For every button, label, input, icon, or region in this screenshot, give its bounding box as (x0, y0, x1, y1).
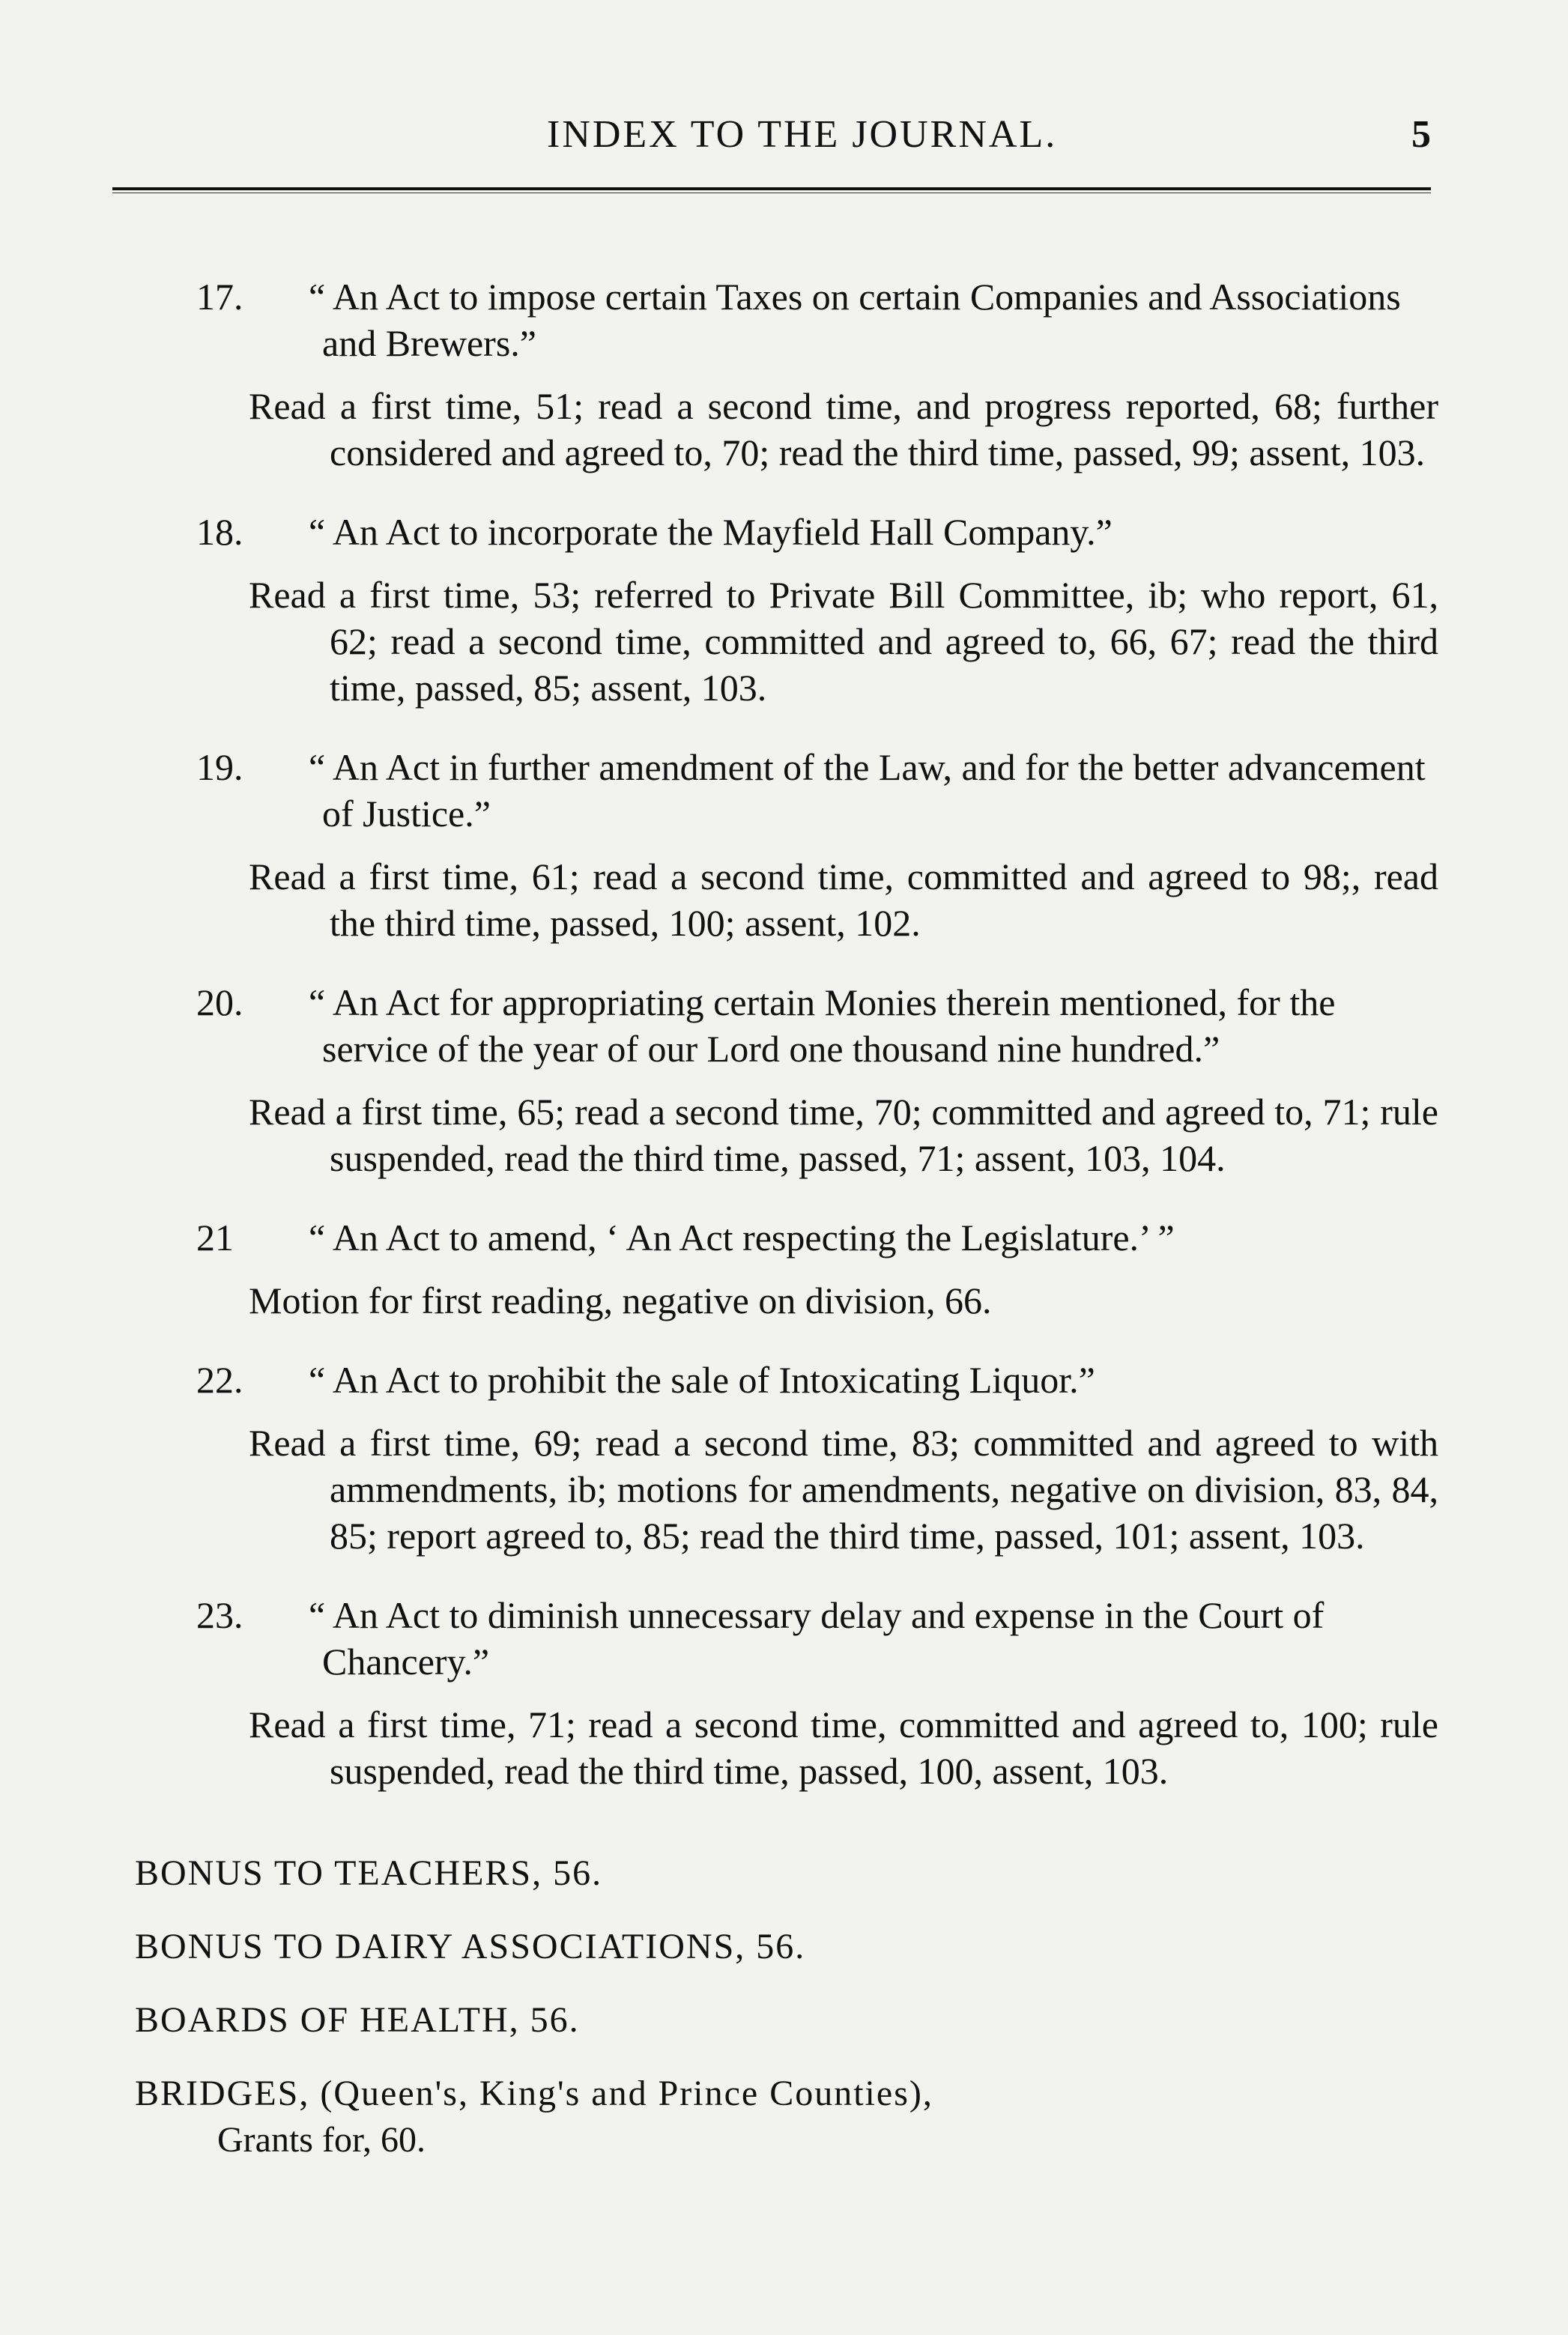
act-entry-20 (0, 979, 1568, 1181)
act-number: 22. (196, 1359, 243, 1401)
page-number: 5 (1411, 113, 1431, 156)
act-number: 19. (196, 746, 243, 788)
act-title (0, 1214, 1438, 1261)
index-heading-bonus-dairy: BONUS TO DAIRY ASSOCIATIONS, 56. (135, 1927, 806, 1966)
act-title (0, 1592, 1438, 1685)
act-number: 23. (196, 1594, 243, 1636)
act-title-text: “ An Act to impose certain Taxes on certain Companies and Associations and Brewers.” (309, 276, 1401, 364)
act-title (0, 744, 1438, 837)
act-proceedings: Read a first time, 51; read a second time, and progress reported, 68; further considered and agreed to, 70; read the third time, passed, 99; assent, 103. (249, 385, 1438, 473)
act-proceedings: Read a first time, 65; read a second time, 70; committed and agreed to, 71; rule suspended, read the third time, passed, 71; assent, 103, 104. (249, 1091, 1438, 1179)
act-proceedings: Read a first time, 53; referred to Private Bill Committee, ib; who report, 61, 62; read a second time, committed and agreed to, 66, 67; read the third time, passed, 85; assent, 103. (249, 574, 1438, 709)
act-entry-18 (0, 509, 1568, 711)
act-entry-17 (0, 273, 1568, 476)
header-rule (112, 187, 1431, 193)
act-proceedings: Read a first time, 71; read a second time, committed and agreed to, 100; rule suspended, read the third time, passed, 100, assent, 103. (249, 1703, 1438, 1792)
act-title-text: “ An Act in further amendment of the Law, and for the better advancement of Justice.” (309, 746, 1426, 835)
act-title-text: “ An Act to prohibit the sale of Intoxicating Liquor.” (309, 1359, 1095, 1401)
act-entry-19 (0, 744, 1568, 946)
act-title (0, 273, 1438, 366)
index-heading-bridges (135, 2071, 1408, 2163)
act-title-text: “ An Act for appropriating certain Monies therein mentioned, for the service of the year of our Lord one thousand nine hundred.” (309, 981, 1336, 1070)
act-entry-22 (0, 1357, 1568, 1559)
act-entries (0, 273, 1568, 1827)
act-number: 18. (196, 511, 243, 553)
act-proceedings: Read a first time, 69; read a second time, 83; committed and agreed to with ammendments, ib; motions for amendments, negative on division, 83, 84, 85; report agreed to, 85; read the third time, passed, 101; assent, 103. (249, 1422, 1438, 1557)
running-title: INDEX TO THE JOURNAL. (547, 113, 1058, 156)
act-number: 21 (196, 1217, 234, 1259)
running-head (112, 112, 1431, 165)
act-proceedings: Read a first time, 61; read a second time, committed and agreed to 98;, read the third time, passed, 100; assent, 102. (249, 855, 1438, 944)
act-number: 20. (196, 981, 243, 1023)
index-subheading-bridges-grants: Grants for, 60. (217, 2120, 426, 2160)
act-number: 17. (196, 276, 243, 318)
act-proceedings: Motion for first reading, negative on division, 66. (249, 1279, 992, 1321)
index-headings (135, 1850, 1408, 2190)
act-title (0, 979, 1438, 1072)
index-heading-bonus-teachers: BONUS TO TEACHERS, 56. (135, 1853, 603, 1893)
act-entry-23 (0, 1592, 1568, 1794)
act-title (0, 1357, 1438, 1403)
index-heading-bridges-text: BRIDGES, (Queen's, King's and Prince Counties), (135, 2074, 933, 2113)
act-title-text: “ An Act to diminish unnecessary delay and expense in the Court of Chancery.” (309, 1594, 1325, 1683)
act-title-text: “ An Act to amend, ‘ An Act respecting the Legislature.’ ” (309, 1217, 1175, 1259)
act-title (0, 509, 1438, 555)
act-entry-21 (0, 1214, 1568, 1324)
act-title-text: “ An Act to incorporate the Mayfield Hall Company.” (309, 511, 1113, 553)
index-heading-boards-health: BOARDS OF HEALTH, 56. (135, 2000, 580, 2040)
